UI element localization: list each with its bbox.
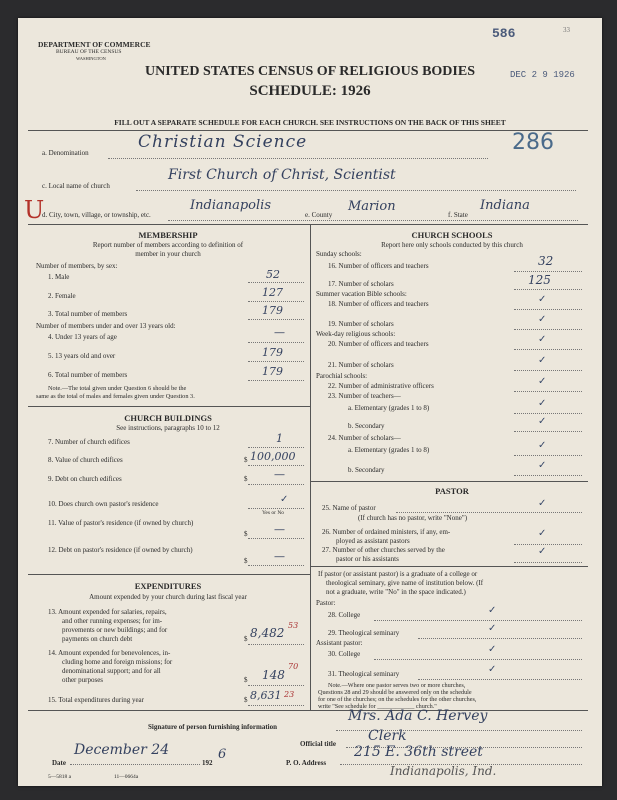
buildings-row-label: 10. Does church own pastor's residence — [48, 500, 159, 508]
rule — [514, 370, 582, 371]
number-stamp: 586 — [492, 26, 516, 41]
schools-row-label: 24. Number of scholars— — [328, 434, 401, 442]
q15-cents: 23 — [284, 690, 295, 699]
q27-line: pastor or his assistants — [336, 555, 399, 563]
rule — [248, 538, 304, 539]
signature-label: Signature of person furnishing information — [148, 723, 277, 731]
rule — [108, 158, 488, 159]
buildings-row-value[interactable]: — — [274, 468, 285, 481]
year-prefix: 192 — [202, 759, 213, 767]
currency-symbol: $ — [244, 557, 248, 565]
q13-line: provements or new buildings; and for — [62, 626, 168, 634]
city-value[interactable]: Indianapolis — [190, 198, 271, 213]
q15-value[interactable]: 8,631 — [250, 689, 282, 702]
sunday-label: Sunday schools: — [316, 250, 362, 258]
q14-cents: 70 — [288, 662, 299, 671]
graduate-note: not a graduate, write "No" in the space indicated.) — [326, 588, 466, 596]
q29-value[interactable]: ✓ — [488, 623, 497, 634]
county-label: e. County — [305, 211, 333, 219]
form-code-2: 11—0664a — [114, 774, 139, 780]
rule — [248, 644, 304, 645]
q27-line: 27. Number of other churches served by the — [322, 546, 445, 554]
state-label: f. State — [448, 211, 468, 219]
currency-symbol: $ — [244, 456, 248, 464]
schools-row-label: 22. Number of administrative officers — [328, 382, 434, 390]
q29-label: 29. Theological seminary — [328, 629, 400, 637]
membership-row-label: 4. Under 13 years of age — [48, 333, 117, 341]
rule — [248, 705, 304, 706]
parochial-label: Parochial schools: — [316, 372, 368, 380]
buildings-heading: CHURCH BUILDINGS — [124, 413, 212, 423]
rule — [310, 481, 588, 482]
rule — [248, 380, 304, 381]
rule — [418, 638, 582, 639]
membership-row-label: 1. Male — [48, 273, 70, 281]
form-schedule: SCHEDULE: 1926 — [249, 83, 371, 99]
q15-label: 15. Total expenditures during year — [48, 696, 144, 704]
q13-cents: 53 — [288, 621, 299, 630]
schools-row-label: a. Elementary (grades 1 to 8) — [348, 404, 430, 412]
membership-row-label: 6. Total number of members — [48, 371, 128, 379]
membership-row-value[interactable]: 179 — [262, 304, 283, 317]
dept-label: DEPARTMENT OF COMMERCE — [38, 40, 151, 49]
po-address-label: P. O. Address — [286, 759, 327, 767]
schools-row-label: 20. Number of officers and teachers — [328, 340, 429, 348]
schools-row-label: b. Secondary — [348, 466, 385, 474]
yes-no-note: Yes or No — [262, 510, 285, 516]
rule — [70, 764, 200, 765]
rule — [514, 431, 582, 432]
membership-note-1: Note.—The total given under Question 6 should be the — [48, 385, 187, 392]
currency-symbol: $ — [244, 696, 248, 704]
rule — [248, 301, 304, 302]
rule — [396, 512, 582, 513]
city-label: WASHINGTON — [76, 56, 106, 61]
q14-line: 14. Amount expended for benevolences, in- — [48, 649, 171, 657]
q14-line: denominational support; and for all — [62, 667, 161, 675]
rule — [168, 220, 578, 221]
census-schedule-sheet — [18, 18, 602, 786]
schools-subheading: Report here only schools conducted by this church — [381, 241, 523, 249]
assistant-subheading: Assistant pastor: — [316, 639, 363, 647]
buildings-row-label: 9. Debt on church edifices — [48, 475, 122, 483]
buildings-row-value[interactable]: 100,000 — [250, 450, 296, 463]
denomination-code: 286 — [512, 130, 554, 155]
pastor-heading: PASTOR — [435, 486, 469, 496]
buildings-row-value[interactable]: — — [274, 523, 285, 536]
schools-row-value[interactable]: ✓ — [538, 314, 547, 325]
graduate-note: theological seminary, give name of institution below. (If — [326, 579, 484, 587]
schools-row-label: 17. Number of scholars — [328, 280, 394, 288]
pastor-note: Questions 28 and 29 should be answered only on the schedule — [318, 689, 472, 696]
rule — [514, 413, 582, 414]
q28-label: 28. College — [328, 611, 361, 619]
membership-row-value[interactable]: 52 — [266, 268, 280, 281]
buildings-row-value[interactable]: ✓ — [280, 494, 289, 505]
date-received-stamp: DEC 2 9 1926 — [510, 70, 575, 80]
schools-row-value[interactable]: ✓ — [538, 334, 547, 345]
rule — [248, 361, 304, 362]
bureau-label: BUREAU OF THE CENSUS — [56, 49, 122, 55]
graduate-note: If pastor (or assistant pastor) is a graduate of a college or — [318, 570, 478, 578]
state-value[interactable]: Indiana — [480, 198, 530, 213]
po-address-value[interactable]: 215 E. 36th street — [354, 744, 483, 760]
rule — [514, 391, 582, 392]
q13-value[interactable]: 8,482 — [250, 626, 285, 640]
column-divider — [310, 224, 311, 710]
year-value[interactable]: 6 — [218, 747, 227, 762]
membership-intro-2: member in your church — [135, 250, 201, 258]
rule — [28, 406, 310, 407]
date-value[interactable]: December 24 — [74, 742, 170, 758]
buildings-row-label: 12. Debt on pastor's residence (if owned by church) — [48, 546, 193, 554]
official-title-label: Official title — [300, 740, 336, 748]
schools-row-label: 18. Number of officers and teachers — [328, 300, 429, 308]
schools-row-value[interactable]: ✓ — [538, 416, 547, 427]
currency-symbol: $ — [244, 676, 248, 684]
rule — [374, 659, 582, 660]
city-field-label: d. City, town, village, or township, etc. — [42, 211, 151, 219]
q25-sub: (If church has no pastor, write "None") — [358, 514, 468, 522]
rule — [136, 190, 576, 191]
schools-heading: CHURCH SCHOOLS — [411, 230, 493, 240]
rule — [28, 224, 588, 225]
buildings-row-value[interactable]: — — [274, 550, 285, 563]
currency-symbol: $ — [244, 635, 248, 643]
q25-value[interactable]: ✓ — [538, 498, 547, 509]
schools-row-label: a. Elementary (grades 1 to 8) — [348, 446, 430, 454]
pastor-note: write "See schedule for ____________ church." — [318, 703, 437, 710]
q31-value[interactable]: ✓ — [488, 664, 497, 675]
schools-row-label: b. Secondary — [348, 422, 385, 430]
pastor-note: Note.—Where one pastor serves two or more churches, — [328, 682, 466, 689]
schools-row-value[interactable]: 32 — [538, 254, 554, 268]
pastor-subheading: Pastor: — [316, 599, 336, 607]
q13-line: payments on church debt — [62, 635, 133, 643]
corner-note: 33 — [563, 26, 570, 34]
buildings-row-label: 8. Value of church edifices — [48, 456, 123, 464]
rule — [248, 319, 304, 320]
rule — [248, 465, 304, 466]
church-name-value[interactable]: First Church of Christ, Scientist — [168, 167, 396, 183]
schools-row-value[interactable]: ✓ — [538, 398, 547, 409]
q13-line: and other running expenses; for im- — [62, 617, 163, 625]
q25-label: 25. Name of pastor — [322, 504, 376, 512]
q26-line: 26. Number of ordained ministers, if any, em- — [322, 528, 451, 536]
membership-sex-label: Number of members, by sex: — [36, 262, 118, 270]
q30-value[interactable]: ✓ — [488, 644, 497, 655]
rule — [418, 679, 582, 680]
q14-line: cluding home and foreign missions; for — [62, 658, 173, 666]
schools-row-label: 21. Number of scholars — [328, 361, 394, 369]
schools-row-value[interactable]: ✓ — [538, 440, 547, 451]
rule — [28, 710, 588, 711]
date-label: Date — [52, 759, 66, 767]
rule — [514, 475, 582, 476]
rule — [514, 329, 582, 330]
membership-note-2: same as the total of males and females given under Question 3. — [36, 393, 195, 400]
membership-intro-1: Report number of members according to definition of — [92, 241, 244, 249]
summer-label: Summer vacation Bible schools: — [316, 290, 407, 298]
membership-row-label: 5. 13 years old and over — [48, 352, 116, 360]
signature-value[interactable]: Mrs. Ada C. Hervey — [348, 708, 488, 724]
schools-row-label: 23. Number of teachers— — [328, 392, 401, 400]
weekday-label: Week-day religious schools: — [316, 330, 396, 338]
schools-row-value[interactable]: ✓ — [538, 376, 547, 387]
rule — [248, 685, 304, 686]
q28-value[interactable]: ✓ — [488, 605, 497, 616]
schools-row-value[interactable]: ✓ — [538, 355, 547, 366]
rule — [28, 574, 310, 575]
q13-line: 13. Amount expended for salaries, repairs, — [48, 608, 167, 616]
denomination-value[interactable]: Christian Science — [138, 132, 308, 152]
rule — [248, 282, 304, 283]
rule — [248, 565, 304, 566]
schools-row-value[interactable]: ✓ — [538, 294, 547, 305]
schools-row-label: 19. Number of scholars — [328, 320, 394, 328]
membership-heading: MEMBERSHIP — [138, 230, 198, 240]
membership-row-value[interactable]: 127 — [262, 286, 283, 299]
rule — [248, 342, 304, 343]
rule — [248, 447, 304, 448]
schools-row-label: 16. Number of officers and teachers — [328, 262, 429, 270]
q26-line: ployed as assistant pastors — [336, 537, 410, 545]
pastor-note: for one of the churches; on the schedules for the other churches, — [318, 696, 477, 703]
expenditures-heading: EXPENDITURES — [134, 581, 202, 591]
rule — [248, 508, 304, 509]
form-title: UNITED STATES CENSUS OF RELIGIOUS BODIES — [144, 64, 475, 79]
church-name-label: c. Local name of church — [42, 182, 110, 190]
rule — [514, 271, 582, 272]
membership-age-label: Number of members under and over 13 years old: — [36, 322, 176, 330]
rule — [248, 484, 304, 485]
q14-value[interactable]: 148 — [262, 668, 285, 682]
rule — [514, 562, 582, 563]
q27-value[interactable]: ✓ — [538, 546, 547, 557]
rule — [514, 309, 582, 310]
buildings-row-label: 7. Number of church edifices — [48, 438, 130, 446]
rule — [514, 455, 582, 456]
membership-row-value[interactable]: 179 — [262, 346, 283, 359]
membership-row-value[interactable]: 179 — [262, 365, 283, 378]
q14-line: other purposes — [62, 676, 104, 684]
rule — [514, 349, 582, 350]
county-value[interactable]: Marion — [348, 199, 396, 214]
rule — [514, 289, 582, 290]
margin-mark: U — [24, 196, 45, 224]
buildings-row-value[interactable]: 1 — [276, 432, 283, 445]
membership-row-value[interactable]: — — [274, 326, 285, 339]
rule — [374, 620, 582, 621]
schools-row-value[interactable]: 125 — [528, 273, 551, 287]
membership-row-label: 2. Female — [48, 292, 76, 300]
rule — [28, 130, 588, 131]
schools-row-value[interactable]: ✓ — [538, 460, 547, 471]
q26-value[interactable]: ✓ — [538, 528, 547, 539]
membership-row-label: 3. Total number of members — [48, 310, 128, 318]
currency-symbol: $ — [244, 530, 248, 538]
rule — [514, 544, 582, 545]
form-code: 5—5818 a — [48, 774, 72, 780]
rule — [310, 566, 588, 567]
expenditures-subheading: Amount expended by your church during last fiscal year — [89, 593, 247, 601]
buildings-subheading: See instructions, paragraphs 10 to 12 — [116, 424, 220, 432]
q30-label: 30. College — [328, 650, 361, 658]
official-title-value[interactable]: Clerk — [368, 728, 407, 744]
po-city-value[interactable]: Indianapolis, Ind. — [390, 764, 497, 778]
buildings-row-label: 11. Value of pastor's residence (if owned by church) — [48, 519, 194, 527]
form-instructions: FILL OUT A SEPARATE SCHEDULE FOR EACH CHURCH. SEE INSTRUCTIONS ON THE BACK OF THIS SHEET — [114, 118, 506, 127]
currency-symbol: $ — [244, 475, 248, 483]
denomination-label: a. Denomination — [42, 149, 89, 157]
q31-label: 31. Theological seminary — [328, 670, 400, 678]
